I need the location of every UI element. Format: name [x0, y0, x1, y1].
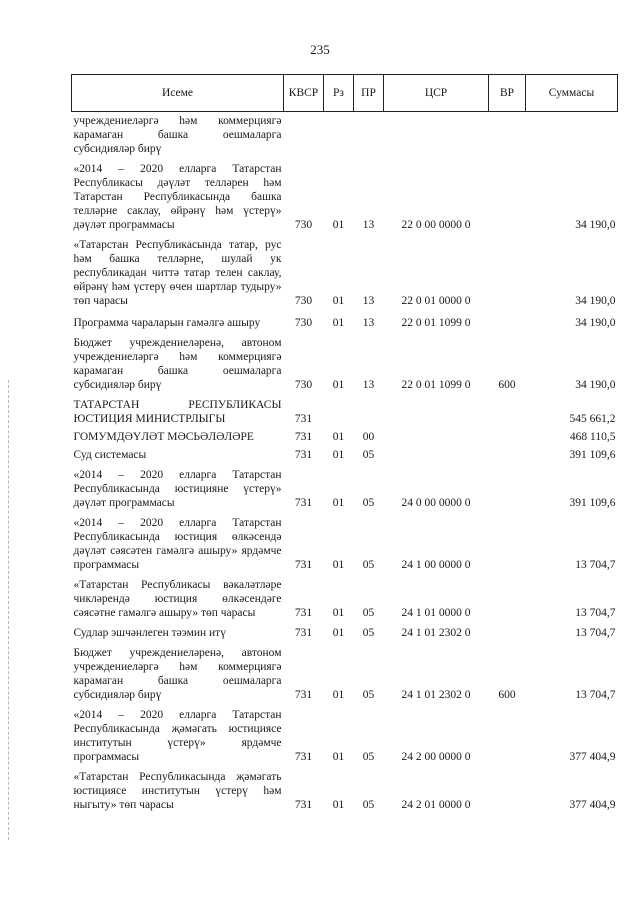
rz-cell: 01 [332, 449, 345, 461]
name-cell: «Татарстан Республикасы вәкаләтләре чикләрендә юстиция өлкәсендәге сәясәтне гамәлгә ашыру» төп чарасы [73, 579, 282, 619]
pr-cell: 13 [362, 379, 375, 391]
header-pr: ПР [354, 75, 384, 112]
sum-cell: 34 190,0 [575, 219, 616, 231]
table-row [72, 332, 618, 394]
csr-cell: 24 2 00 0000 0 [401, 751, 471, 763]
header-vr: ВР [489, 75, 526, 112]
kvsr-cell: 730 [294, 379, 313, 391]
name-cell: «2014 – 2020 елларга Татарстан Республикасы дәүләт телләрен һәм Татарстан Республикасында башка телләрне саклау, өйрәнү һәм үстерү» дәүләт программасы [73, 163, 282, 231]
vr-cell [489, 446, 526, 464]
page-number: 235 [310, 42, 330, 57]
vr-cell: 600 [498, 379, 516, 391]
budget-table [71, 74, 618, 814]
sum-cell: 13 704,7 [575, 627, 616, 639]
table-row [72, 446, 618, 464]
vr-cell [489, 574, 526, 622]
pr-cell: 13 [362, 317, 375, 329]
vr-cell [489, 158, 526, 234]
kvsr-cell: 731 [294, 689, 313, 701]
kvsr-cell: 731 [294, 751, 313, 763]
kvsr-cell: 731 [294, 431, 313, 443]
name-cell: «Татарстан Республикасында җәмәгать юстициясе институтын үстерү һәм ныгыту» төп чарасы [73, 771, 282, 811]
table-row [72, 766, 618, 814]
csr-cell [384, 394, 489, 428]
csr-cell [384, 112, 489, 159]
sum-cell: 468 110,5 [569, 431, 616, 443]
name-cell: «2014 – 2020 елларга Татарстан Республикасында җәмәгать юстициясе институтын үстерү» ярдәмче программасы [73, 709, 282, 763]
rz-cell [324, 394, 354, 428]
kvsr-cell: 730 [294, 219, 313, 231]
kvsr-cell: 731 [294, 627, 313, 639]
table-header-row [72, 75, 618, 112]
csr-cell: 24 0 00 0000 0 [401, 497, 471, 509]
pr-cell: 13 [362, 219, 375, 231]
vr-cell [489, 622, 526, 642]
header-csr: ЦСР [384, 75, 489, 112]
csr-cell [384, 446, 489, 464]
name-cell: «2014 – 2020 елларга Татарстан Республикасында юстиция өлкәсендә дәүләт сәясәтен гамәлгә ашыру» ярдәмче программасы [73, 517, 282, 571]
pr-cell: 05 [362, 449, 375, 461]
binding-margin-marks [8, 380, 10, 840]
rz-cell: 01 [332, 219, 345, 231]
pr-cell: 05 [362, 559, 375, 571]
sum-cell: 34 190,0 [575, 317, 616, 329]
sum-cell: 13 704,7 [575, 689, 616, 701]
table-row [72, 428, 618, 446]
table-row [72, 234, 618, 310]
kvsr-cell: 730 [294, 295, 313, 307]
table-row [72, 704, 618, 766]
vr-cell: 600 [498, 689, 516, 701]
name-cell: ГОМУМДӘҮЛӘТ МӘСЬӘЛӘЛӘРЕ [73, 431, 254, 443]
header-sum: Суммасы [526, 75, 618, 112]
pr-cell [354, 394, 384, 428]
rz-cell [324, 112, 354, 159]
table-row [72, 642, 618, 704]
rz-cell: 01 [332, 607, 345, 619]
rz-cell: 01 [332, 689, 345, 701]
sum-cell: 34 190,0 [575, 379, 616, 391]
sum-cell: 545 661,2 [569, 413, 616, 425]
csr-cell: 24 1 01 0000 0 [401, 607, 471, 619]
kvsr-cell: 731 [294, 497, 313, 509]
rz-cell: 01 [332, 497, 345, 509]
sum-cell: 377 404,9 [569, 799, 616, 811]
csr-cell: 24 1 00 0000 0 [401, 559, 471, 571]
sum-cell: 13 704,7 [575, 607, 616, 619]
vr-cell [489, 464, 526, 512]
vr-cell [489, 394, 526, 428]
name-cell: ТАТАРСТАН РЕСПУБЛИКАСЫ ЮСТИЦИЯ МИНИСТРЛЫГЫ [73, 399, 282, 425]
kvsr-cell: 731 [294, 559, 313, 571]
table-body [72, 112, 618, 815]
rz-cell: 01 [332, 799, 345, 811]
csr-cell: 22 0 01 0000 0 [401, 295, 471, 307]
name-cell: «Татарстан Республикасында татар, рус һәм башка телләрне, шулай ук республикадан читтә татар телен саклау, өйрәнү һәм үстерү өчен шартлар тудыру» төп чарасы [73, 239, 282, 307]
pr-cell: 05 [362, 799, 375, 811]
rz-cell: 01 [332, 627, 345, 639]
sum-cell [526, 112, 618, 159]
rz-cell: 01 [332, 379, 345, 391]
kvsr-cell: 730 [294, 317, 313, 329]
pr-cell: 05 [362, 627, 375, 639]
csr-cell [384, 428, 489, 446]
pr-cell: 05 [362, 607, 375, 619]
sum-cell: 377 404,9 [569, 751, 616, 763]
name-cell: учреждениеләргә һәм коммерциягә карамаган башка оешмаларга субсидияләр бирү [73, 115, 282, 155]
kvsr-cell: 731 [294, 607, 313, 619]
vr-cell [489, 112, 526, 159]
pr-cell: 05 [362, 751, 375, 763]
rz-cell: 01 [332, 317, 345, 329]
rz-cell: 01 [332, 431, 345, 443]
vr-cell [489, 428, 526, 446]
kvsr-cell: 731 [294, 449, 313, 461]
kvsr-cell [284, 112, 324, 159]
csr-cell: 22 0 01 1099 0 [401, 379, 471, 391]
vr-cell [489, 310, 526, 332]
header-rz: Рз [324, 75, 354, 112]
name-cell: «2014 – 2020 елларга Татарстан Республикасында юстицияне үстерү» дәүләт программасы [73, 469, 282, 509]
table-row [72, 622, 618, 642]
rz-cell: 01 [332, 751, 345, 763]
name-cell: Бюджет учреждениеләренә, автоном учреждениеләргә һәм коммерциягә карамаган башка оешмаларга субсидияләр бирү [73, 647, 282, 701]
vr-cell [489, 512, 526, 574]
table-row [72, 310, 618, 332]
csr-cell: 24 1 01 2302 0 [401, 689, 471, 701]
table-row [72, 394, 618, 428]
pr-cell [354, 112, 384, 159]
sum-cell: 391 109,6 [569, 449, 616, 461]
sum-cell: 13 704,7 [575, 559, 616, 571]
vr-cell [489, 234, 526, 310]
kvsr-cell: 731 [294, 413, 313, 425]
table-row [72, 512, 618, 574]
name-cell: Суд системасы [73, 449, 147, 461]
header-name: Исеме [72, 75, 284, 112]
sum-cell: 34 190,0 [575, 295, 616, 307]
rz-cell: 01 [332, 295, 345, 307]
csr-cell: 22 0 00 0000 0 [401, 219, 471, 231]
table-row [72, 464, 618, 512]
csr-cell: 24 1 01 2302 0 [401, 627, 471, 639]
kvsr-cell: 731 [294, 799, 313, 811]
pr-cell: 05 [362, 497, 375, 509]
table-row [72, 112, 618, 159]
rz-cell: 01 [332, 559, 345, 571]
csr-cell: 24 2 01 0000 0 [401, 799, 471, 811]
csr-cell: 22 0 01 1099 0 [401, 317, 471, 329]
name-cell: Программа чараларын гамәлгә ашыру [73, 317, 261, 329]
name-cell: Бюджет учреждениеләренә, автоном учреждениеләргә һәм коммерциягә карамаган башка оешмаларга субсидияләр бирү [73, 337, 282, 391]
pr-cell: 13 [362, 295, 375, 307]
sum-cell: 391 109,6 [569, 497, 616, 509]
table-row [72, 574, 618, 622]
name-cell: Судлар эшчәнлеген тәэмин итү [73, 627, 226, 639]
pr-cell: 05 [362, 689, 375, 701]
vr-cell [489, 766, 526, 814]
header-kvsr: КВСР [284, 75, 324, 112]
vr-cell [489, 704, 526, 766]
table-row [72, 158, 618, 234]
pr-cell: 00 [362, 431, 375, 443]
